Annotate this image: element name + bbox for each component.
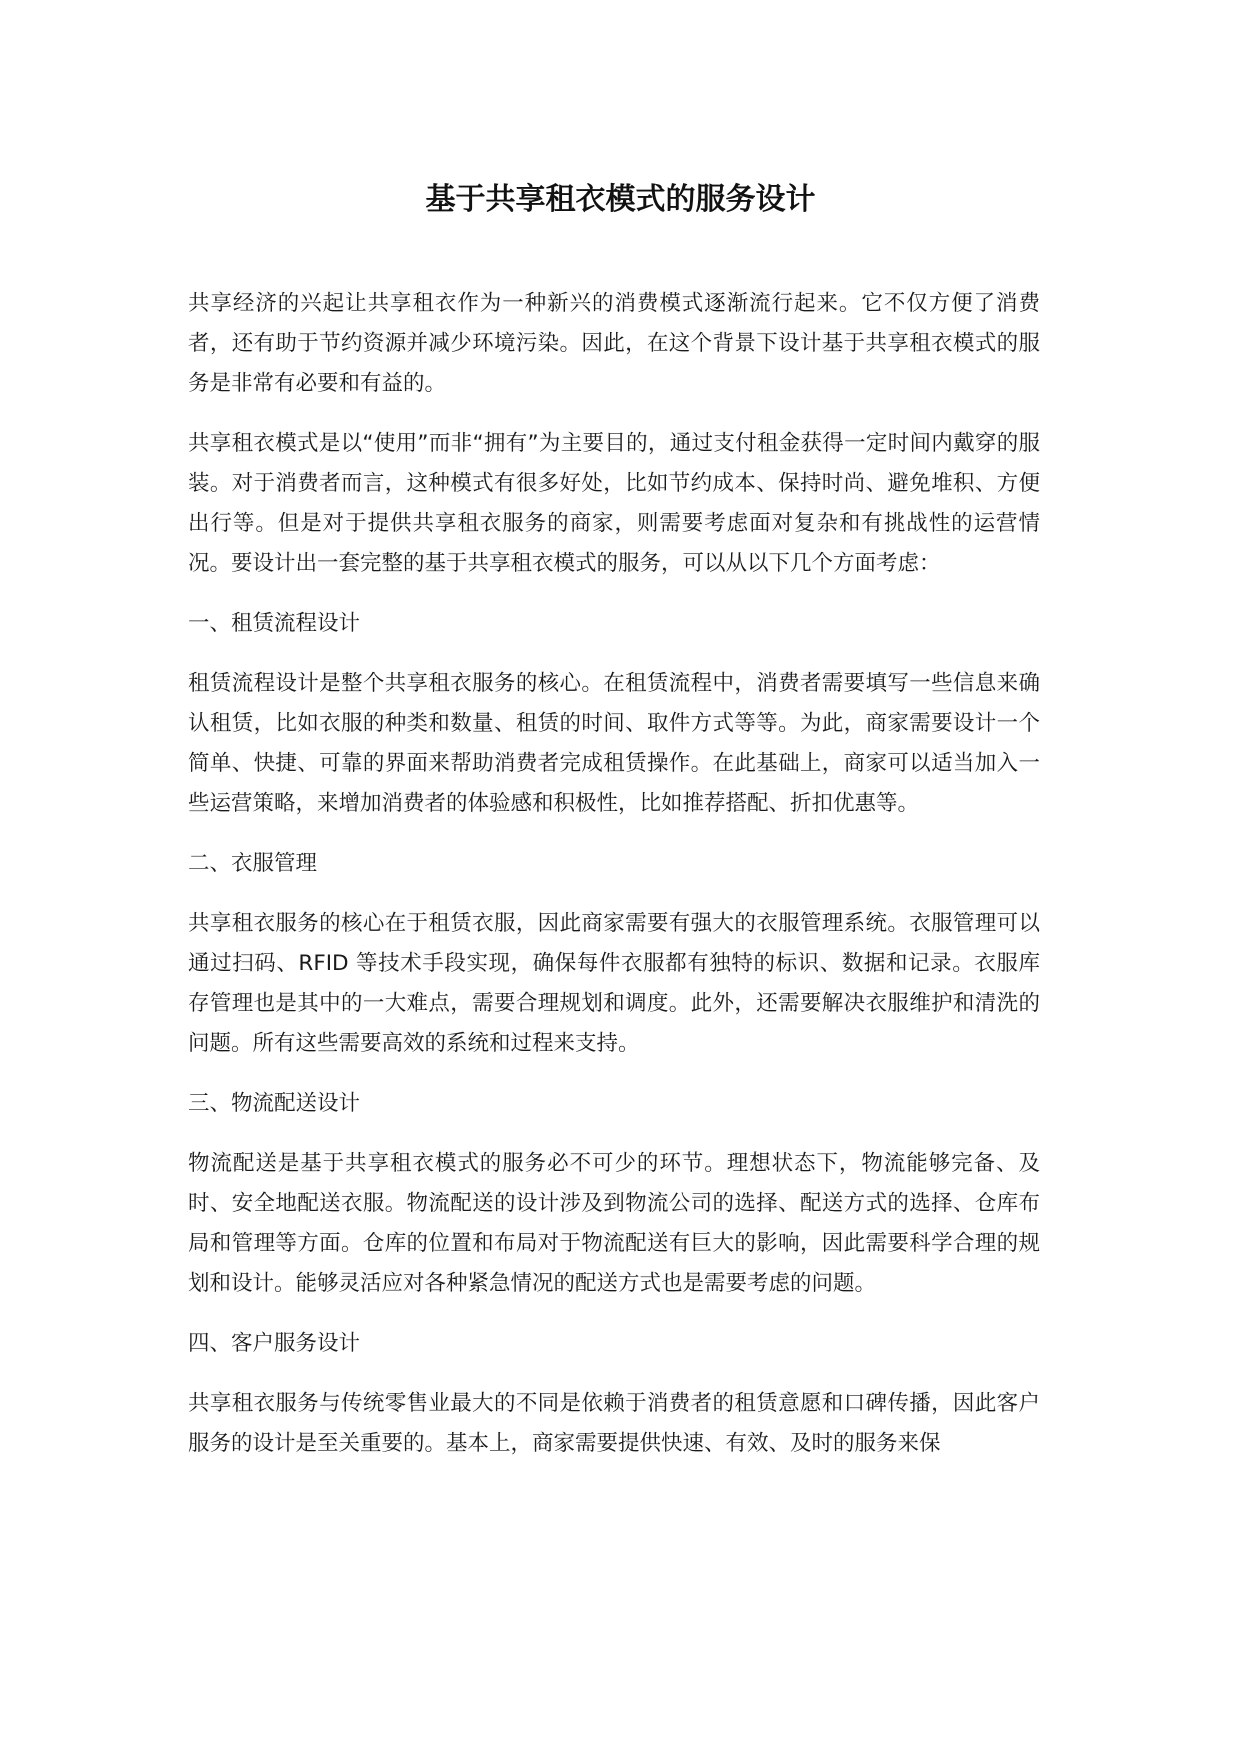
section-heading-clothing-management: 二、衣服管理: [188, 851, 318, 876]
document-title: 基于共享租衣模式的服务设计: [425, 182, 816, 217]
paragraph-model-overview: 共享租衣模式是以“使用”而非“拥有”为主要目的，通过支付租金获得一定时间内戴穿的服装。对于消费者而言，这种模式有很多好处，比如节约成本、保持时尚、避免堆积、方便出行等。但是对于提供共享租衣服务的商家，则需要考虑面对复杂和有挑战性的运营情况。要设计出一套完整的基于共享租衣模式的服务，可以从以下几个方面考虑：: [188, 431, 1040, 576]
paragraph-customer-service: 共享租衣服务与传统零售业最大的不同是依赖于消费者的租赁意愿和口碑传播，因此客户服务的设计是至关重要的。基本上，商家需要提供快速、有效、及时的服务来保: [188, 1391, 1040, 1456]
document-body: [188, 284, 1040, 1484]
section-heading-logistics: 三、物流配送设计: [188, 1091, 361, 1116]
paragraph-rental-process: 租赁流程设计是整个共享租衣服务的核心。在租赁流程中，消费者需要填写一些信息来确认租赁，比如衣服的种类和数量、租赁的时间、取件方式等等。为此，商家需要设计一个简单、快捷、可靠的界面来帮助消费者完成租赁操作。在此基础上，商家可以适当加入一些运营策略，来增加消费者的体验感和积极性，比如推荐搭配、折扣优惠等。: [188, 671, 1040, 816]
section-heading-customer-service: 四、客户服务设计: [188, 1331, 361, 1356]
paragraph-logistics: 物流配送是基于共享租衣模式的服务必不可少的环节。理想状态下，物流能够完备、及时、安全地配送衣服。物流配送的设计涉及到物流公司的选择、配送方式的选择、仓库布局和管理等方面。仓库的位置和布局对于物流配送有巨大的影响，因此需要科学合理的规划和设计。能够灵活应对各种紧急情况的配送方式也是需要考虑的问题。: [188, 1151, 1040, 1296]
paragraph-intro: 共享经济的兴起让共享租衣作为一种新兴的消费模式逐渐流行起来。它不仅方便了消费者，还有助于节约资源并减少环境污染。因此，在这个背景下设计基于共享租衣模式的服务是非常有必要和有益的。: [188, 291, 1040, 396]
section-heading-rental-process: 一、租赁流程设计: [188, 611, 361, 636]
paragraph-clothing-management: 共享租衣服务的核心在于租赁衣服，因此商家需要有强大的衣服管理系统。衣服管理可以通过扫码、RFID 等技术手段实现，确保每件衣服都有独特的标识、数据和记录。衣服库存管理也是其中的一大难点，需要合理规划和调度。此外，还需要解决衣服维护和清洗的问题。所有这些需要高效的系统和过程来支持。: [188, 911, 1040, 1056]
